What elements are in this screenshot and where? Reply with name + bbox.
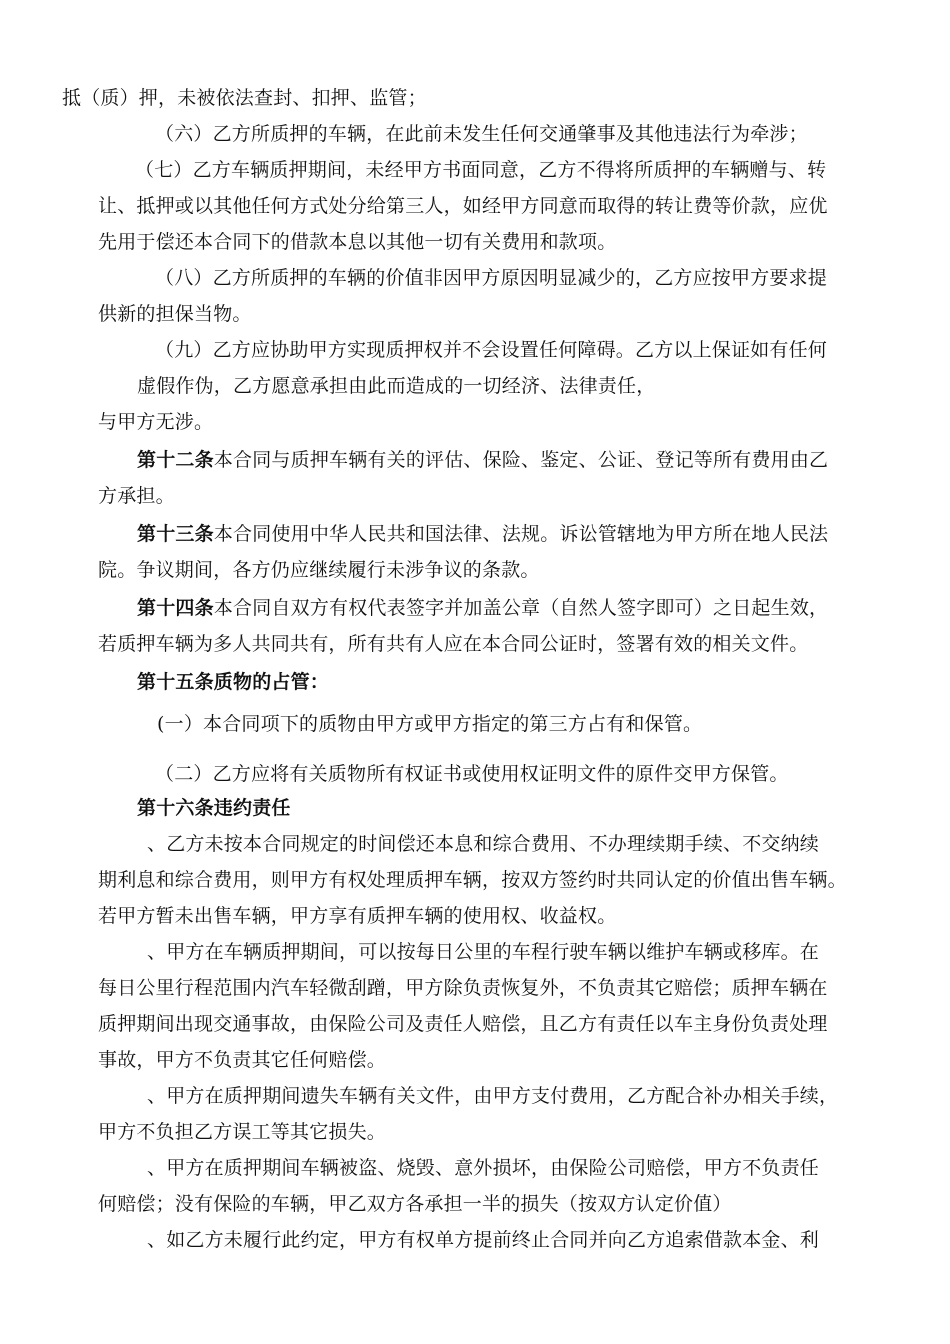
text-line: （六）乙方所质押的车辆，在此前未发生任何交通肇事及其他违法行为牵涉； [155, 123, 808, 145]
text-line: 与甲方无涉。 [98, 411, 214, 433]
text-line: 供新的担保当物。 [98, 303, 252, 325]
article-text: 本合同自双方有权代表签字并加盖公章（自然人签字即可）之日起生效， [213, 597, 829, 619]
text-line: （二）乙方应将有关质物所有权证书或使用权证明文件的原件交甲方保管。 [155, 763, 789, 785]
text-line: （七）乙方车辆质押期间，未经甲方书面同意，乙方不得将所质押的车辆赠与、转 [135, 159, 827, 181]
text-line: 、甲方在质押期间遗失车辆有关文件，由甲方支付费用，乙方配合补办相关手续， [147, 1085, 839, 1107]
text-line: （九）乙方应协助甲方实现质押权并不会设置任何障碍。乙方以上保证如有任何 [155, 339, 828, 361]
text-line: 质押期间出现交通事故，由保险公司及责任人赔偿，且乙方有责任以车主身份负责处理 [98, 1013, 828, 1035]
article-13-line [137, 522, 828, 546]
text-line: 每日公里行程范围内汽车轻微刮蹭，甲方除负责恢复外，不负责其它赔偿；质押车辆在 [98, 977, 828, 999]
text-line: 、如乙方未履行此约定，甲方有权单方提前终止合同并向乙方追索借款本金、利 [147, 1229, 820, 1251]
article-heading: 第十三条 [137, 523, 214, 545]
article-14-line [137, 596, 828, 620]
text-line: 何赔偿；没有保险的车辆，甲乙双方各承担一半的损失（按双方认定价值） [98, 1193, 732, 1215]
text-line: 、甲方在质押期间车辆被盗、烧毁、意外损坏，由保险公司赔偿，甲方不负责任 [147, 1157, 820, 1179]
article-heading: 第十二条 [137, 449, 214, 471]
text-line: 抵（质）押，未被依法查封、扣押、监管； [62, 87, 427, 109]
text-line: 事故，甲方不负责其它任何赔偿。 [98, 1049, 387, 1071]
text-line: 若甲方暂未出售车辆，甲方享有质押车辆的使用权、收益权。 [98, 905, 617, 927]
article-text: 本合同与质押车辆有关的评估、保险、鉴定、公证、登记等所有费用由乙 [213, 449, 829, 471]
text-line: （八）乙方所质押的车辆的价值非因甲方原因明显减少的，乙方应按甲方要求提 [155, 267, 828, 289]
article-heading: 第十四条 [137, 597, 214, 619]
text-line: 期利息和综合费用，则甲方有权处理质押车辆，按双方签约时共同认定的价值出售车辆。 [98, 869, 847, 891]
text-line: 甲方不负担乙方误工等其它损失。 [98, 1121, 387, 1143]
text-line: 、甲方在车辆质押期间，可以按每日公里的车程行驶车辆以维护车辆或移库。在 [147, 941, 820, 963]
text-line: 、乙方未按本合同规定的时间偿还本息和综合费用、不办理续期手续、不交纳续 [147, 833, 820, 855]
text-line: (一）本合同项下的质物由甲方或甲方指定的第三方占有和保管。 [157, 713, 703, 735]
text-line: 若质押车辆为多人共同共有，所有共有人应在本合同公证时，签署有效的相关文件。 [98, 633, 809, 655]
text-line: 让、抵押或以其他任何方式处分给第三人，如经甲方同意而取得的转让费等价款，应优 [98, 195, 828, 217]
text-line: 先用于偿还本合同下的借款本息以其他一切有关费用和款项。 [98, 231, 617, 253]
article-text: 本合同使用中华人民共和国法律、法规。诉讼管辖地为甲方所在地人民法 [213, 523, 829, 545]
text-line: 虚假作伪，乙方愿意承担由此而造成的一切经济、法律责任， [137, 375, 656, 397]
article-12-line [137, 448, 828, 472]
article-15-heading: 第十五条质物的占管： [137, 671, 330, 693]
article-16-heading: 第十六条违约责任 [137, 797, 291, 819]
text-line: 院。争议期间，各方仍应继续履行未涉争议的条款。 [98, 559, 540, 581]
text-line: 方承担。 [98, 485, 175, 507]
